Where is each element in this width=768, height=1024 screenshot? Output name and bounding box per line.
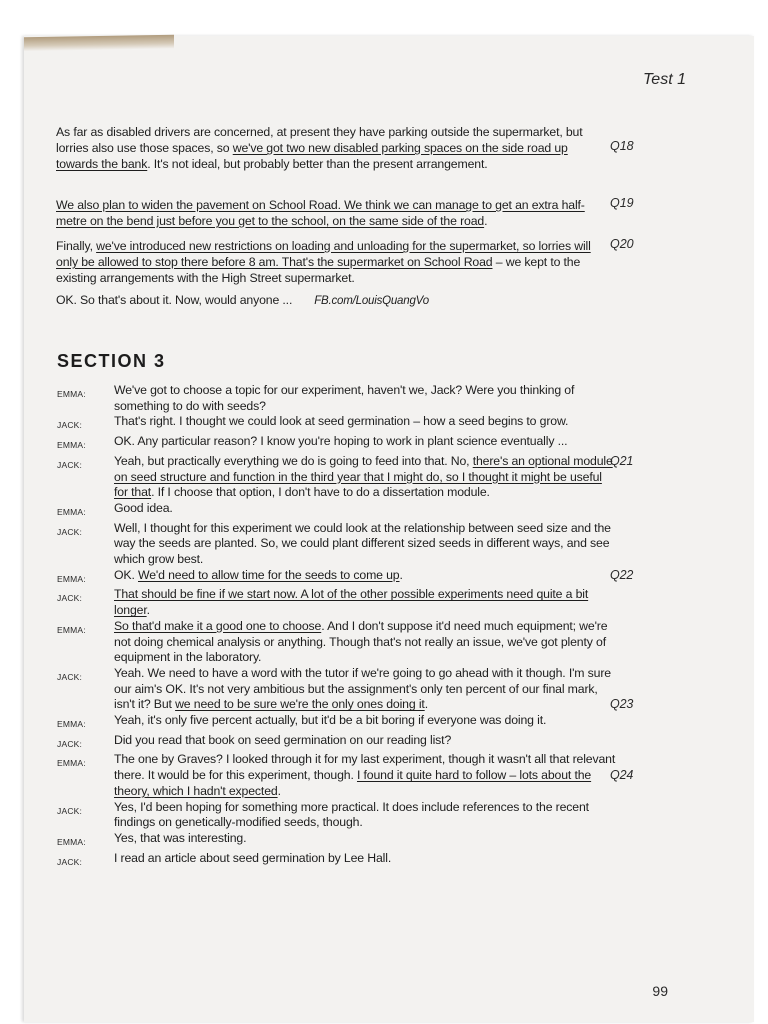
speech-text (114, 851, 617, 871)
dialogue-turn (57, 501, 617, 521)
speech-segment: . (399, 567, 403, 582)
speech-text (114, 414, 617, 434)
paragraph-q20: Finally, we've introduced new restrictions on loading and unloading for the supermarket, so lorries will only be allowed to stop there before 8 am. That's the supermarket on School Road – we kept to the existing arrangements with the High Street supermarket. (56, 239, 591, 285)
speaker-label: JACK: (57, 856, 83, 867)
speech-text (114, 831, 617, 851)
speaker-label: JACK: (57, 805, 83, 816)
dialogue-turn (57, 733, 617, 753)
speaker-label: EMMA: (57, 624, 86, 635)
paragraph-q19: We also plan to widen the pavement on School Road. We think we can manage to get an extra half-metre on the bend just before you get to the school, on the same side of the road. (56, 198, 585, 228)
speech-segment: . (277, 783, 281, 798)
dialogue-turn (57, 587, 617, 618)
speech-text (114, 619, 617, 666)
speaker-label: JACK: (57, 593, 83, 604)
speech-segment: Good idea. (114, 500, 173, 515)
speech-segment: Well, I thought for this experiment we could look at the relationship between seed size and the way the seeds are planted. So, we could plant different sized seeds in different ways, and see which grow best. (114, 520, 611, 567)
speaker-label: JACK: (57, 738, 83, 749)
speaker-label: JACK: (57, 671, 83, 682)
speech-text (114, 501, 617, 521)
question-number: Q23 (610, 696, 634, 711)
speaker-label: JACK: (57, 420, 83, 431)
speech-segment: Did you read that book on seed germination on our reading list? (114, 732, 452, 747)
speaker-label: EMMA: (57, 719, 86, 730)
dialogue-turn (57, 383, 617, 414)
test-label: Test 1 (643, 71, 686, 88)
speech-segment: I read an article about seed germination by Lee Hall. (114, 850, 392, 865)
speech-text (114, 568, 617, 588)
paragraph-text: As far as disabled drivers are concerned, at present they have parking outside the supermarket, but lorries also use those spaces, so we've got two new disabled parking spaces on the side road up towards the bank. It's not ideal, but probably better than the present arrangement. (56, 125, 583, 171)
speech-segment: OK. Any particular reason? I know you're hoping to work in plant science eventually ... (114, 434, 568, 449)
dialogue-turn (57, 521, 617, 568)
paragraph-q18 (56, 124, 604, 172)
underlined-answer-text: We'd need to allow time for the seeds to come up (138, 567, 400, 582)
speaker-label: EMMA: (57, 573, 86, 584)
section-title: SECTION 3 (57, 351, 166, 371)
dialogue-turn (57, 713, 617, 733)
dialogue (57, 383, 634, 870)
dialogue-turn (57, 619, 617, 666)
question-number: Q20 (610, 237, 634, 251)
dialogue-turn (57, 567, 634, 588)
speech-segment: The one by Graves? I looked through it for my last experiment, though it wasn't all that relevant there. It would be for this experiment, though. (114, 752, 616, 783)
underlined-answer-text: I found it quite hard to follow – lots about the theory, which I hadn't expected (114, 768, 592, 798)
underlined-answer-text: there's an optional module on seed structure and function in the third year that I might do, so I thought it might be useful for that (114, 453, 613, 500)
speech-text (114, 383, 617, 414)
speaker-label: JACK: (57, 526, 83, 537)
page-edge-shadow (24, 35, 174, 52)
question-number: Q19 (610, 196, 634, 210)
speaker-label: EMMA: (57, 389, 86, 399)
speech-text (114, 666, 617, 713)
dialogue-turn (57, 831, 617, 851)
speech-text (114, 752, 617, 799)
page-number: 99 (652, 983, 668, 999)
underlined-answer-text: we need to be sure we're the only ones doing it (175, 697, 425, 712)
speech-text (114, 733, 617, 753)
speech-segment: Yes, that was interesting. (114, 830, 247, 845)
dialogue-turn (57, 800, 617, 831)
question-number: Q22 (610, 567, 634, 582)
speech-segment: Yes, I'd been hoping for something more practical. It does include references to the recent findings on genetically-modified seeds, though. (114, 799, 589, 830)
underlined-answer-text: So that'd make it a good one to choose (114, 618, 322, 633)
speaker-label: EMMA: (57, 758, 86, 769)
speech-segment: We've got to choose a topic for our experiment, haven't we, Jack? Were you thinking of something to do with seeds? (114, 383, 575, 413)
speech-segment: . And I don't suppose it'd need much equipment; we're not doing chemical analysis or anything. Though that's not really an issue, we've got plenty of equipment in the laboratory. (114, 618, 608, 665)
speech-text (114, 521, 617, 568)
speaker-label: EMMA: (57, 836, 86, 847)
speech-text (114, 800, 617, 831)
speech-text (114, 434, 617, 454)
underlined-answer-text: That should be fine if we start now. A lot of the other possible experiments need quite a bit longer (114, 587, 589, 618)
speaker-label: JACK: (57, 459, 83, 470)
dialogue-turn (57, 453, 634, 501)
question-number: Q21 (610, 453, 634, 468)
speaker-label: EMMA: (57, 440, 86, 451)
question-number: Q18 (610, 139, 634, 153)
speech-segment: OK. (114, 567, 138, 582)
speech-segment: . (424, 697, 428, 712)
speech-segment: . (146, 603, 150, 618)
dialogue-turn (57, 434, 617, 454)
dialogue-turn (57, 851, 617, 871)
speech-segment: Yeah, but practically everything we do is going to feed into that. No, (114, 453, 473, 468)
speech-segment: Yeah. We need to have a word with the tutor if we're going to go ahead with it though. I'm sure our aim's OK. It's not very ambitious but the assignment's only ten percent of our final mark, isn't it? But (114, 665, 611, 712)
dialogue-turn (57, 665, 634, 713)
speech-segment: That's right. I thought we could look at seed germination – how a seed begins to grow. (114, 414, 569, 429)
question-number: Q24 (610, 768, 634, 783)
speaker-label: EMMA: (57, 506, 86, 517)
closing-line: OK. So that's about it. Now, would anyone ... FB.com/LouisQuangVo (56, 293, 429, 307)
dialogue-turn (57, 752, 634, 799)
dialogue-turn (57, 414, 617, 434)
speech-text (114, 713, 617, 733)
fb-watermark-note: FB.com/LouisQuangVo (314, 295, 429, 307)
speech-text (114, 587, 617, 618)
speech-segment: Yeah, it's only five percent actually, but it'd be a bit boring if everyone was doing it. (114, 713, 547, 728)
speech-segment: . If I choose that option, I don't have to do a dissertation module. (151, 485, 490, 500)
speech-text (114, 454, 617, 501)
